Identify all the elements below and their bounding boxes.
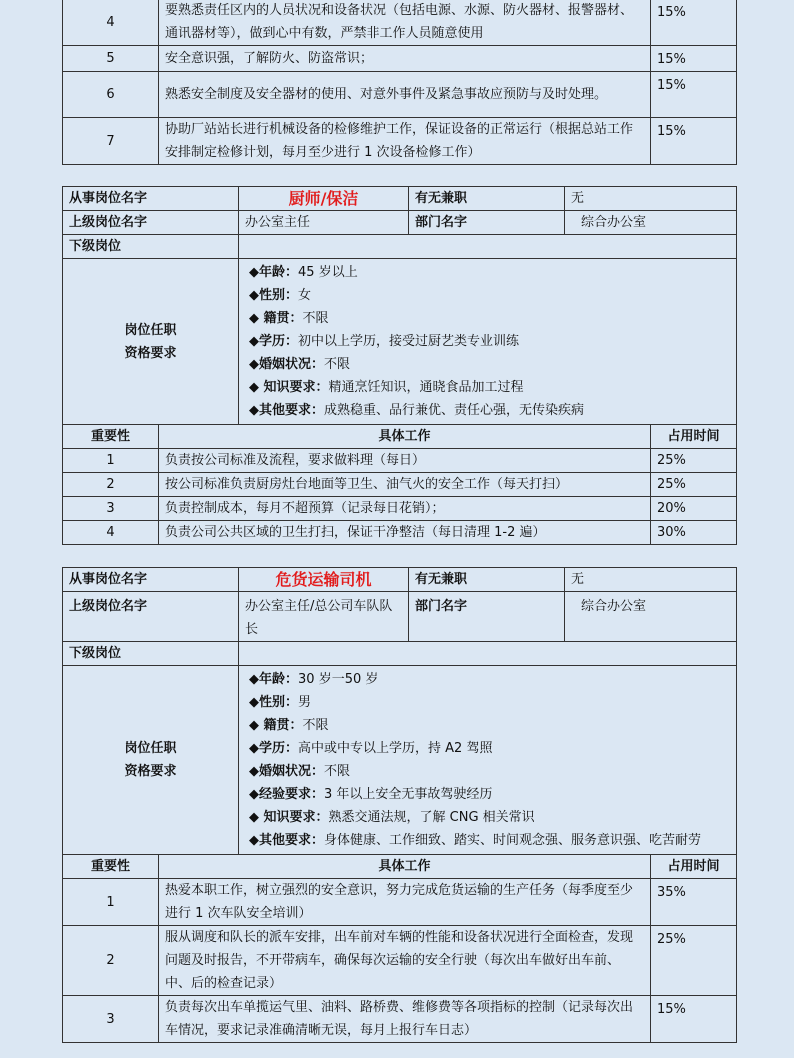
requirement-item: ◆年龄：30 岁一50 岁: [249, 672, 379, 687]
requirement-item: ◆性别：男: [249, 695, 312, 710]
parttime-value: 无: [565, 568, 737, 592]
time-cell: 25%: [651, 473, 737, 497]
requirements-label: [63, 259, 239, 425]
top-duties-table: [62, 0, 737, 165]
importance-cell: 6: [63, 72, 159, 118]
importance-cell: 4: [63, 521, 159, 545]
job-name-label: 从事岗位名字: [63, 568, 239, 592]
table-row: [63, 72, 737, 118]
table-row: [63, 449, 737, 473]
importance-cell: 3: [63, 497, 159, 521]
requirement-item: ◆婚姻状况：不限: [249, 357, 351, 372]
superior-label: 上级岗位名字: [63, 211, 239, 235]
subordinate-row: [63, 642, 737, 666]
subordinate-label: 下级岗位: [63, 642, 239, 666]
dept-value: 综合办公室: [565, 211, 737, 235]
superior-label: 上级岗位名字: [63, 592, 239, 642]
work-cell: 负责按公司标准及流程，要求做料理（每日）: [159, 449, 651, 473]
importance-header: 重要性: [63, 425, 159, 449]
job-name-label: 从事岗位名字: [63, 187, 239, 211]
importance-cell: 4: [63, 0, 159, 46]
superior-row: [63, 592, 737, 642]
importance-cell: 2: [63, 473, 159, 497]
superior-row: [63, 211, 737, 235]
requirement-item: ◆学历：高中或中专以上学历，持 A2 驾照: [249, 741, 493, 756]
requirement-item: ◆婚姻状况：不限: [249, 764, 351, 779]
work-cell: 热爱本职工作，树立强烈的安全意识，努力完成危货运输的生产任务（每季度至少进行 1 次车队安全培训）: [159, 879, 651, 926]
table-row: [63, 473, 737, 497]
requirement-item: ◆性别：女: [249, 288, 312, 303]
importance-cell: 1: [63, 449, 159, 473]
job-table-driver: [62, 567, 737, 1043]
work-cell: 安全意识强，了解防火、防盗常识；: [159, 46, 651, 72]
requirements-label: [63, 666, 239, 855]
superior-value: 办公室主任: [239, 211, 409, 235]
table-row: [63, 46, 737, 72]
dept-label: 部门名字: [409, 592, 565, 642]
importance-cell: 1: [63, 879, 159, 926]
table-row: [63, 879, 737, 926]
requirement-item: ◆ 籍贯：不限: [249, 718, 329, 733]
superior-value: 办公室主任/总公司车队队长: [239, 592, 409, 642]
requirements-label-line: 资格要求: [124, 764, 177, 779]
requirement-item: ◆ 籍贯：不限: [249, 311, 329, 326]
requirement-item: ◆经验要求：3 年以上安全无事故驾驶经历: [249, 787, 493, 802]
time-header: 占用时间: [651, 425, 737, 449]
duty-header-row: [63, 855, 737, 879]
requirements-label-line: 岗位任职: [124, 322, 177, 338]
work-cell: 负责公司公共区域的卫生打扫，保证干净整洁（每日清理 1-2 遍）: [159, 521, 651, 545]
subordinate-value: [239, 235, 737, 259]
importance-cell: 3: [63, 996, 159, 1043]
requirement-item: ◆ 知识要求：精通烹饪知识，通晓食品加工过程: [249, 380, 524, 395]
work-cell: 负责每次出车单揽运气里、油料、路桥费、维修费等各项指标的控制（记录每次出车情况，要求记录准确清晰无误，每月上报行车日志）: [159, 996, 651, 1043]
work-cell: 按公司标准负责厨房灶台地面等卫生、油气火的安全工作（每天打扫）: [159, 473, 651, 497]
table-row: [63, 118, 737, 165]
table-row: [63, 0, 737, 46]
requirements-label-line: 岗位任职: [124, 741, 177, 756]
importance-cell: 5: [63, 46, 159, 72]
time-cell: 35%: [651, 879, 737, 926]
requirements-row: [63, 666, 737, 855]
requirement-item: ◆学历：初中以上学历，接受过厨艺类专业训练: [249, 334, 520, 349]
subordinate-label: 下级岗位: [63, 235, 239, 259]
time-cell: 15%: [651, 72, 737, 118]
job-name-value: 厨师/保洁: [239, 187, 409, 211]
importance-header: 重要性: [63, 855, 159, 879]
table-row: [63, 521, 737, 545]
work-cell: 要熟悉责任区内的人员状况和设备状况（包括电源、水源、防火器材、报警器材、通讯器材等），做到心中有数，严禁非工作人员随意使用: [159, 0, 651, 46]
subordinate-row: [63, 235, 737, 259]
job-table-cook: [62, 186, 737, 545]
importance-cell: 7: [63, 118, 159, 165]
dept-value: 综合办公室: [565, 592, 737, 642]
work-cell: 负责控制成本，每月不超预算（记录每日花销）；: [159, 497, 651, 521]
table-row: [63, 996, 737, 1043]
requirement-item: ◆其他要求：身体健康、工作细致、踏实、时间观念强、服务意识强、吃苦耐劳: [249, 833, 702, 848]
time-cell: 15%: [651, 996, 737, 1043]
time-cell: 15%: [651, 46, 737, 72]
requirement-item: ◆ 知识要求：熟悉交通法规，了解 CNG 相关常识: [249, 810, 535, 825]
job-name-row: [63, 187, 737, 211]
table-row: [63, 926, 737, 996]
parttime-value: 无: [565, 187, 737, 211]
time-header: 占用时间: [651, 855, 737, 879]
duty-header-row: [63, 425, 737, 449]
time-cell: 30%: [651, 521, 737, 545]
requirement-item: ◆其他要求：成熟稳重、品行兼优、责任心强，无传染疾病: [249, 403, 585, 418]
work-header: 具体工作: [159, 425, 651, 449]
parttime-label: 有无兼职: [409, 568, 565, 592]
time-cell: 25%: [651, 926, 737, 996]
dept-label: 部门名字: [409, 211, 565, 235]
time-cell: 15%: [651, 118, 737, 165]
table-row: [63, 497, 737, 521]
requirements-list: [239, 666, 737, 855]
time-cell: 20%: [651, 497, 737, 521]
job-name-row: [63, 568, 737, 592]
parttime-label: 有无兼职: [409, 187, 565, 211]
work-cell: 协助厂站站长进行机械设备的检修维护工作，保证设备的正常运行（根据总站工作安排制定检修计划，每月至少进行 1 次设备检修工作）: [159, 118, 651, 165]
work-header: 具体工作: [159, 855, 651, 879]
requirement-item: ◆年龄：45 岁以上: [249, 265, 358, 280]
requirements-label-line: 资格要求: [124, 345, 177, 361]
requirements-list: [239, 259, 737, 425]
work-cell: 熟悉安全制度及安全器材的使用、对意外事件及紧急事故应预防与及时处理。: [159, 72, 651, 118]
job-name-value: 危货运输司机: [239, 568, 409, 592]
work-cell: 服从调度和队长的派车安排，出车前对车辆的性能和设备状况进行全面检查，发现问题及时报告，不开带病车，确保每次运输的安全行驶（每次出车做好出车前、中、后的检查记录）: [159, 926, 651, 996]
time-cell: 15%: [651, 0, 737, 46]
subordinate-value: [239, 642, 737, 666]
time-cell: 25%: [651, 449, 737, 473]
requirements-row: [63, 259, 737, 425]
importance-cell: 2: [63, 926, 159, 996]
